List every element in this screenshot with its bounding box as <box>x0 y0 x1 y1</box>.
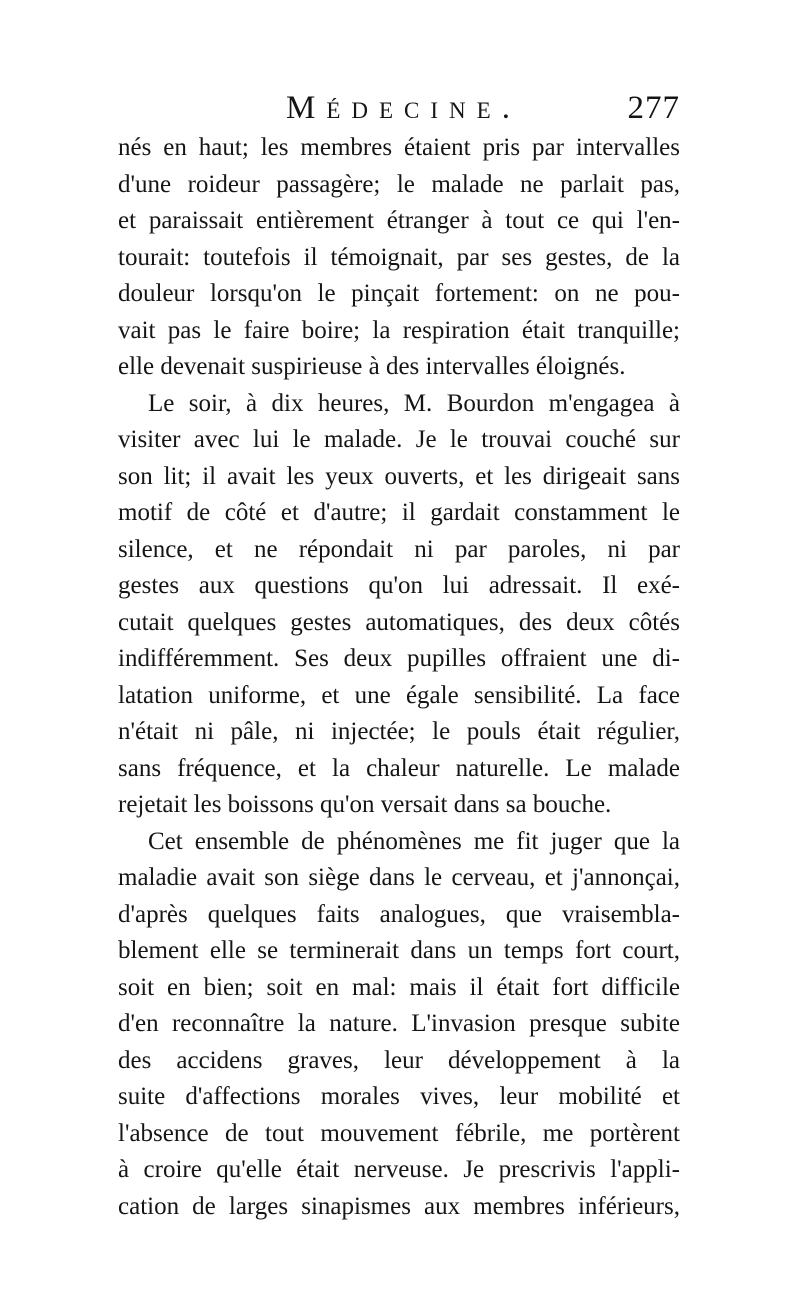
text-line: visiter avec lui le malade. Je le trouvai couché sur <box>118 426 680 453</box>
text-line: l'absence de tout mouvement fébrile, me portèrent <box>118 1119 680 1147</box>
text-line: cation de larges sinapismes aux membres inférieurs, <box>118 1192 680 1220</box>
text-line: n'était ni pâle, ni injectée; le pouls était régulier, <box>118 718 680 745</box>
running-title: Médecine. <box>286 90 521 126</box>
running-head <box>118 88 680 128</box>
text-line: d'en reconnaître la nature. L'invasion presque subite <box>118 1010 680 1037</box>
text-line: rejetait les boissons qu'on versait dans sa bouche. <box>118 791 612 818</box>
text-line: nés en haut; les membres étaient pris par intervalles <box>118 134 680 161</box>
text-line: gestes aux questions qu'on lui adressait. Il exé- <box>118 572 680 599</box>
text-line: tourait: toutefois il témoignait, par ses gestes, de la <box>118 243 680 271</box>
text-line: motif de côté et d'autre; il gardait constamment le <box>118 499 680 526</box>
text-line: indifféremment. Ses deux pupilles offraient une di- <box>118 645 680 672</box>
text-line: maladie avait son siège dans le cerveau, et j'annonçai, <box>118 864 680 891</box>
text-line: vait pas le faire boire; la respiration était tranquille; <box>118 316 680 344</box>
text-line: et paraissait entièrement étranger à tout ce qui l'en- <box>118 207 680 234</box>
text-line: sans fréquence, et la chaleur naturelle. Le malade <box>118 754 680 782</box>
text-line: cutait quelques gestes automatiques, des deux côtés <box>118 608 680 636</box>
text-line: des accidens graves, leur développement à la <box>118 1046 680 1074</box>
text-line: à croire qu'elle était nerveuse. Je prescrivis l'appli- <box>118 1156 680 1183</box>
text-line: blement elle se terminerait dans un temps fort court, <box>118 937 680 964</box>
text-line: elle devenait suspirieuse à des intervalles éloignés. <box>118 353 626 380</box>
text-line: latation uniforme, et une égale sensibilité. La face <box>118 681 680 709</box>
text-line: d'après quelques faits analogues, que vraisembla- <box>118 900 680 928</box>
text-line: Le soir, à dix heures, M. Bourdon m'engagea à <box>148 389 680 417</box>
text-line: son lit; il avait les yeux ouverts, et les dirigeait sans <box>118 462 680 490</box>
page-number: 277 <box>627 90 680 126</box>
text-line: suite d'affections morales vives, leur mobilité et <box>118 1083 680 1110</box>
text-line: silence, et ne répondait ni par paroles, ni par <box>118 535 680 563</box>
text-line: douleur lorsqu'on le pinçait fortement: on ne pou- <box>118 280 680 307</box>
text-line: d'une roideur passagère; le malade ne parlait pas, <box>118 170 680 198</box>
text-line: soit en bien; soit en mal: mais il était fort difficile <box>118 973 680 1001</box>
text-line: Cet ensemble de phénomènes me fit juger que la <box>148 827 680 855</box>
body-text <box>118 130 680 1225</box>
